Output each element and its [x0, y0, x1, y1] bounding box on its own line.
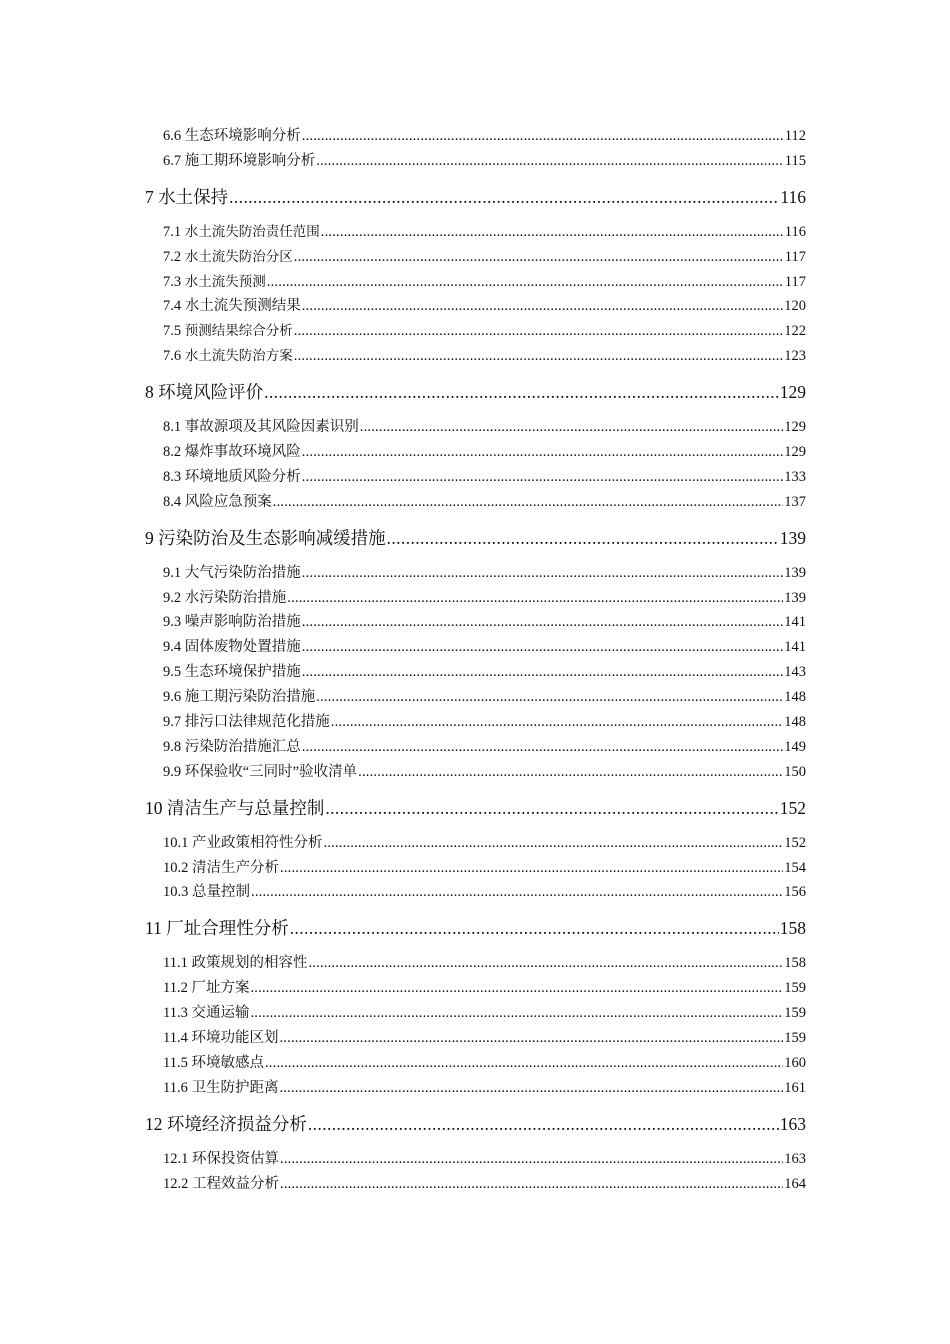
dot-leader: [321, 220, 784, 245]
toc-page-number: 160: [784, 1054, 806, 1071]
toc-entry-label: [163, 1001, 249, 1026]
toc-entry-label: [163, 1076, 278, 1101]
toc-entry-title: 生态环境保护措施: [184, 664, 301, 681]
dot-leader: [290, 916, 779, 941]
toc-page-number: 117: [784, 273, 806, 290]
toc-entry-label: [163, 1172, 279, 1197]
toc-section-entry[interactable]: [163, 245, 806, 270]
toc-section-entry[interactable]: [163, 490, 806, 515]
toc-entry-number: 11.4: [163, 1030, 188, 1047]
dot-leader: [294, 344, 784, 369]
toc-chapter-entry[interactable]: [145, 1112, 806, 1137]
toc-page-number: 148: [784, 714, 806, 731]
toc-page-number: 149: [784, 738, 806, 755]
toc-entry-title: 污染防治措施汇总: [184, 738, 301, 755]
toc-section-entry[interactable]: [163, 465, 806, 490]
toc-entry-title: 风险应急预案: [184, 493, 272, 510]
toc-entry-number: 10: [145, 797, 163, 818]
toc-section-entry[interactable]: [163, 735, 806, 760]
dot-leader: [324, 831, 784, 856]
dot-leader: [229, 185, 779, 210]
toc-entry-number: 10.1: [163, 834, 189, 851]
toc-section-entry[interactable]: [163, 344, 806, 369]
toc-entry-label: [163, 220, 320, 245]
toc-entry-number: 11: [145, 918, 162, 939]
dot-leader: [331, 710, 784, 735]
toc-entry-label: [163, 831, 323, 856]
toc-entry-number: 6.7: [163, 152, 182, 169]
toc-entry-label: [163, 635, 301, 660]
toc-entry-title: 厂址合理性分析: [166, 918, 289, 939]
toc-section-entry[interactable]: [163, 976, 806, 1001]
toc-entry-title: 污染防治及生态影响减缓措施: [158, 527, 386, 548]
dot-leader: [302, 635, 784, 660]
toc-entry-title: 预测结果综合分析: [184, 323, 293, 340]
dot-leader: [302, 465, 784, 490]
toc-entry-title: 水土流失防治分区: [184, 248, 293, 265]
toc-chapter-entry[interactable]: [145, 526, 806, 551]
toc-section-entry[interactable]: [163, 270, 806, 295]
toc-section-entry[interactable]: [163, 561, 806, 586]
toc-entry-title: 环境敏感点: [191, 1054, 264, 1071]
toc-entry-title: 大气污染防治措施: [184, 564, 301, 581]
toc-page-number: 137: [784, 493, 806, 510]
toc-entry-number: 9.3: [163, 614, 182, 631]
toc-page-number: 143: [784, 664, 806, 681]
dot-leader: [287, 586, 783, 611]
toc-page-number: 159: [784, 1030, 806, 1047]
dot-leader: [316, 149, 784, 174]
toc-section-entry[interactable]: [163, 685, 806, 710]
toc-entry-title: 环境经济损益分析: [166, 1113, 307, 1134]
toc-entry-number: 10.2: [163, 859, 189, 876]
toc-entry-label: [163, 660, 301, 685]
toc-page-number: 141: [784, 614, 806, 631]
toc-entry-label: [163, 294, 301, 319]
toc-entry-title: 事故源项及其风险因素识别: [184, 419, 359, 436]
dot-leader: [251, 880, 783, 905]
toc-entry-number: 11.2: [163, 980, 188, 997]
dot-leader: [267, 270, 784, 295]
toc-entry-number: 7.6: [163, 348, 182, 365]
toc-entry-title: 固体废物处置措施: [184, 639, 301, 656]
toc-entry-number: 9.8: [163, 738, 182, 755]
toc-page-number: 158: [784, 955, 806, 972]
dot-leader: [325, 796, 778, 821]
toc-section-entry[interactable]: [163, 220, 806, 245]
toc-entry-number: 9.9: [163, 763, 182, 780]
toc-section-entry[interactable]: [163, 856, 806, 881]
toc-entry-number: 11.5: [163, 1054, 188, 1071]
toc-entry-number: 12: [145, 1113, 163, 1134]
toc-page-number: 152: [779, 797, 806, 818]
toc-section-entry[interactable]: [163, 149, 806, 174]
dot-leader: [264, 380, 779, 405]
dot-leader: [294, 245, 784, 270]
toc-page-number: 129: [779, 382, 806, 403]
toc-section-entry[interactable]: [163, 586, 806, 611]
toc-entry-label: [163, 490, 272, 515]
dot-leader: [250, 1001, 783, 1026]
toc-entry-title: 环境风险评价: [158, 382, 264, 403]
toc-entry-label: [163, 1026, 278, 1051]
toc-section-entry[interactable]: [163, 1172, 806, 1197]
toc-chapter-entry[interactable]: [145, 380, 806, 405]
toc-entry-number: 7.4: [163, 298, 182, 315]
toc-entry-label: [163, 586, 286, 611]
toc-entry-title: 工程效益分析: [192, 1175, 279, 1192]
toc-entry-number: 9: [145, 527, 154, 548]
toc-page-number: 161: [784, 1079, 806, 1096]
toc-entry-title: 环境功能区划: [191, 1030, 279, 1047]
toc-section-entry[interactable]: [163, 760, 806, 785]
toc-entry-title: 产业政策相符性分析: [192, 834, 323, 851]
toc-section-entry[interactable]: [163, 294, 806, 319]
toc-page-number: 159: [784, 980, 806, 997]
toc-entry-label: [163, 856, 279, 881]
toc-page-number: 163: [784, 1150, 806, 1167]
dot-leader: [302, 561, 784, 586]
table-of-contents: [145, 124, 806, 1197]
dot-leader: [280, 1172, 783, 1197]
toc-entry-label: [163, 735, 301, 760]
toc-entry-title: 水污染防治措施: [184, 589, 287, 606]
dot-leader: [302, 735, 784, 760]
toc-section-entry[interactable]: [163, 1001, 806, 1026]
toc-entry-label: [163, 880, 250, 905]
toc-entry-label: [163, 685, 315, 710]
toc-page-number: 159: [784, 1005, 806, 1022]
toc-entry-title: 水土流失预测结果: [184, 298, 301, 315]
toc-entry-label: [163, 245, 293, 270]
toc-section-entry[interactable]: [163, 1051, 806, 1076]
toc-page-number: 117: [784, 248, 806, 265]
toc-entry-title: 清洁生产分析: [192, 859, 279, 876]
toc-entry-number: 9.1: [163, 564, 182, 581]
toc-entry-number: 8: [145, 382, 154, 403]
toc-entry-title: 环境地质风险分析: [184, 468, 301, 485]
dot-leader: [308, 951, 783, 976]
toc-entry-number: 10.3: [163, 884, 189, 901]
toc-entry-title: 厂址方案: [191, 980, 250, 997]
toc-entry-title: 总量控制: [192, 884, 250, 901]
toc-page-number: 112: [784, 128, 806, 144]
toc-entry-title: 噪声影响防治措施: [184, 614, 301, 631]
toc-entry-label: [163, 440, 301, 465]
dot-leader: [294, 319, 784, 344]
toc-entry-label: [163, 415, 359, 440]
toc-entry-title: 水土流失防治方案: [184, 348, 293, 365]
toc-chapter-entry[interactable]: [145, 796, 806, 821]
toc-page-number: 116: [780, 186, 806, 207]
toc-section-entry[interactable]: [163, 1147, 806, 1172]
toc-entry-label: [163, 465, 301, 490]
toc-entry-number: 7.2: [163, 248, 182, 265]
dot-leader: [280, 1147, 783, 1172]
toc-section-entry[interactable]: [163, 831, 806, 856]
toc-entry-number: 11.6: [163, 1079, 188, 1096]
toc-entry-number: 12.1: [163, 1150, 189, 1167]
toc-entry-number: 8.3: [163, 468, 182, 485]
toc-entry-label: [163, 344, 293, 369]
toc-page-number: 150: [784, 763, 806, 780]
toc-page-number: 139: [779, 527, 806, 548]
toc-entry-number: 9.4: [163, 639, 182, 656]
toc-entry-number: 8.4: [163, 493, 182, 510]
toc-section-entry[interactable]: [163, 880, 806, 905]
toc-page-number: 129: [784, 419, 806, 436]
dot-leader: [280, 856, 783, 881]
toc-page-number: 115: [784, 152, 806, 169]
toc-entry-label: [145, 185, 228, 210]
dot-leader: [302, 440, 784, 465]
toc-entry-label: [145, 796, 324, 821]
toc-entry-title: 环保验收“三同时”验收清单: [184, 763, 358, 780]
toc-entry-title: 清洁生产与总量控制: [166, 797, 325, 818]
toc-entry-number: 7.3: [163, 273, 182, 290]
toc-page-number: 122: [784, 323, 806, 340]
toc-section-entry[interactable]: [163, 1026, 806, 1051]
toc-section-entry[interactable]: [163, 635, 806, 660]
toc-entry-label: [163, 270, 266, 295]
toc-entry-number: 8.1: [163, 419, 182, 436]
toc-entry-number: 9.2: [163, 589, 182, 606]
dot-leader: [302, 660, 784, 685]
toc-section-entry[interactable]: [163, 610, 806, 635]
toc-entry-label: [145, 380, 263, 405]
toc-entry-number: 11.3: [163, 1005, 188, 1022]
toc-entry-label: [163, 760, 357, 785]
toc-entry-number: 9.7: [163, 714, 182, 731]
toc-chapter-entry[interactable]: [145, 185, 806, 210]
toc-page-number: 133: [784, 468, 806, 485]
dot-leader: [308, 1112, 779, 1137]
toc-entry-number: 12.2: [163, 1175, 189, 1192]
dot-leader: [316, 685, 783, 710]
toc-entry-label: [163, 951, 307, 976]
toc-page-number: 141: [784, 639, 806, 656]
toc-entry-label: [163, 124, 301, 149]
toc-page-number: 120: [784, 298, 806, 315]
toc-section-entry[interactable]: [163, 710, 806, 735]
toc-entry-title: 施工期污染防治措施: [184, 689, 316, 706]
toc-entry-title: 政策规划的相容性: [191, 955, 308, 972]
toc-entry-number: 6.6: [163, 128, 182, 144]
toc-page-number: 156: [784, 884, 806, 901]
dot-leader: [387, 526, 779, 551]
dot-leader: [302, 610, 784, 635]
toc-page-number: 123: [784, 348, 806, 365]
toc-page-number: 164: [784, 1175, 806, 1192]
toc-entry-label: [163, 561, 301, 586]
toc-page-number: 158: [779, 918, 806, 939]
dot-leader: [265, 1051, 783, 1076]
toc-section-entry[interactable]: [163, 440, 806, 465]
toc-entry-title: 水土流失预测: [184, 273, 266, 290]
toc-entry-number: 8.2: [163, 444, 182, 461]
dot-leader: [302, 294, 784, 319]
toc-entry-label: [163, 1051, 264, 1076]
toc-page-number: 152: [784, 834, 806, 851]
toc-entry-title: 排污口法律规范化措施: [184, 714, 330, 731]
toc-entry-number: 7.5: [163, 323, 182, 340]
toc-chapter-entry[interactable]: [145, 916, 806, 941]
dot-leader: [279, 1076, 783, 1101]
toc-entry-title: 卫生防护距离: [191, 1079, 279, 1096]
toc-entry-number: 9.6: [163, 689, 182, 706]
toc-entry-label: [163, 710, 330, 735]
toc-page-number: 154: [784, 859, 806, 876]
toc-entry-label: [145, 916, 289, 941]
dot-leader: [302, 124, 784, 149]
toc-entry-title: 生态环境影响分析: [184, 128, 301, 144]
toc-page-number: 129: [784, 444, 806, 461]
toc-entry-title: 爆炸事故环境风险: [184, 444, 301, 461]
toc-entry-number: 11.1: [163, 955, 188, 972]
toc-page-number: 116: [784, 223, 806, 240]
toc-entry-title: 交通运输: [191, 1005, 250, 1022]
toc-entry-number: 7.1: [163, 223, 182, 240]
toc-page-number: 163: [779, 1113, 806, 1134]
toc-entry-label: [163, 319, 293, 344]
toc-section-entry[interactable]: [163, 415, 806, 440]
dot-leader: [250, 976, 783, 1001]
toc-page-number: 139: [784, 564, 806, 581]
toc-page-number: 148: [784, 689, 806, 706]
dot-leader: [358, 760, 783, 785]
toc-entry-title: 水土流失防治责任范围: [184, 223, 320, 240]
toc-section-entry[interactable]: [163, 124, 806, 149]
dot-leader: [273, 490, 784, 515]
toc-entry-label: [163, 976, 249, 1001]
toc-page-number: 139: [784, 589, 806, 606]
toc-entry-label: [145, 526, 386, 551]
toc-section-entry[interactable]: [163, 660, 806, 685]
dot-leader: [279, 1026, 783, 1051]
toc-entry-title: 环保投资估算: [192, 1150, 279, 1167]
toc-entry-label: [163, 149, 315, 174]
toc-entry-number: 9.5: [163, 664, 182, 681]
toc-entry-title: 施工期环境影响分析: [184, 152, 316, 169]
toc-section-entry[interactable]: [163, 1076, 806, 1101]
toc-entry-label: [163, 610, 301, 635]
toc-section-entry[interactable]: [163, 319, 806, 344]
toc-section-entry[interactable]: [163, 951, 806, 976]
toc-entry-number: 7: [145, 186, 154, 207]
toc-entry-title: 水土保持: [158, 186, 229, 207]
dot-leader: [360, 415, 784, 440]
toc-entry-label: [145, 1112, 307, 1137]
toc-entry-label: [163, 1147, 279, 1172]
